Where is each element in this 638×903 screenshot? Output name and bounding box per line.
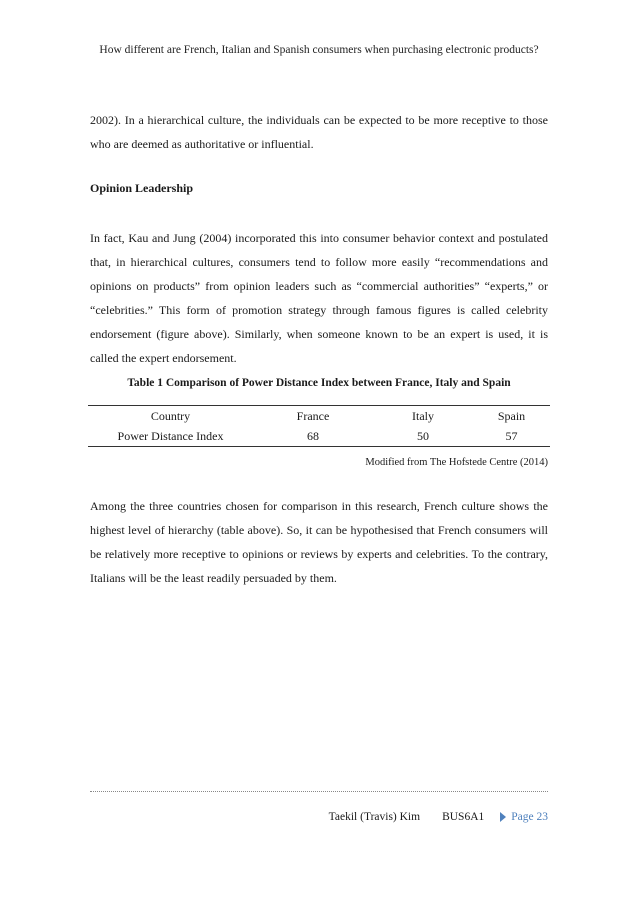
footer-course-code: BUS6A1 [442, 811, 485, 823]
table-cell: 68 [307, 428, 319, 443]
table-source-note: Modified from The Hofstede Centre (2014) [365, 457, 548, 468]
paragraph-intro: 2002). In a hierarchical culture, the individuals can be expected to be more receptive to those who are deemed as authoritative or influential. [90, 113, 548, 151]
table-header-cell: Spain [497, 408, 526, 423]
table-cell: Power Distance Index [117, 428, 224, 443]
triangle-right-icon [500, 812, 506, 822]
page-footer [90, 811, 548, 823]
footer-page-number [500, 811, 548, 823]
power-distance-table [88, 405, 550, 447]
section-heading: Opinion Leadership [90, 181, 194, 195]
footer-author: Taekil (Travis) Kim [328, 811, 421, 823]
table-cell: 50 [417, 428, 429, 443]
footer-divider [90, 791, 548, 792]
paragraph-opinion-leadership: In fact, Kau and Jung (2004) incorporated this into consumer behavior context and postulated that, in hierarchical cultures, consumers tend to follow more easily “recommendations and opinions on products” from opinion leaders such as “commercial authorities” “experts,” or “celebrities.” This form of promotion strategy through famous figures is called celebrity endorsement (figure above). Similarly, when someone known to be an expert is used, it is called the expert endorsement. [90, 231, 548, 365]
paragraph-conclusion: Among the three countries chosen for comparison in this research, French culture shows the highest level of hierarchy (table above). So, it can be hypothesised that French consumers will be relatively more receptive to opinions or reviews by experts and celebrities. To the contrary, Italians will be the least readily persuaded by them. [90, 499, 548, 585]
table-header-cell: Country [150, 408, 191, 423]
table-cell: 57 [505, 428, 518, 443]
table-row [88, 426, 550, 446]
table-header-row [88, 406, 550, 426]
table-header-cell: France [296, 408, 330, 423]
table-caption: Table 1 Comparison of Power Distance Index between France, Italy and Spain [127, 377, 511, 389]
footer-page-label: Page 23 [511, 811, 548, 823]
table-header-cell: Italy [412, 408, 434, 423]
page-header: How different are French, Italian and Spanish consumers when purchasing electronic products? [99, 44, 539, 56]
